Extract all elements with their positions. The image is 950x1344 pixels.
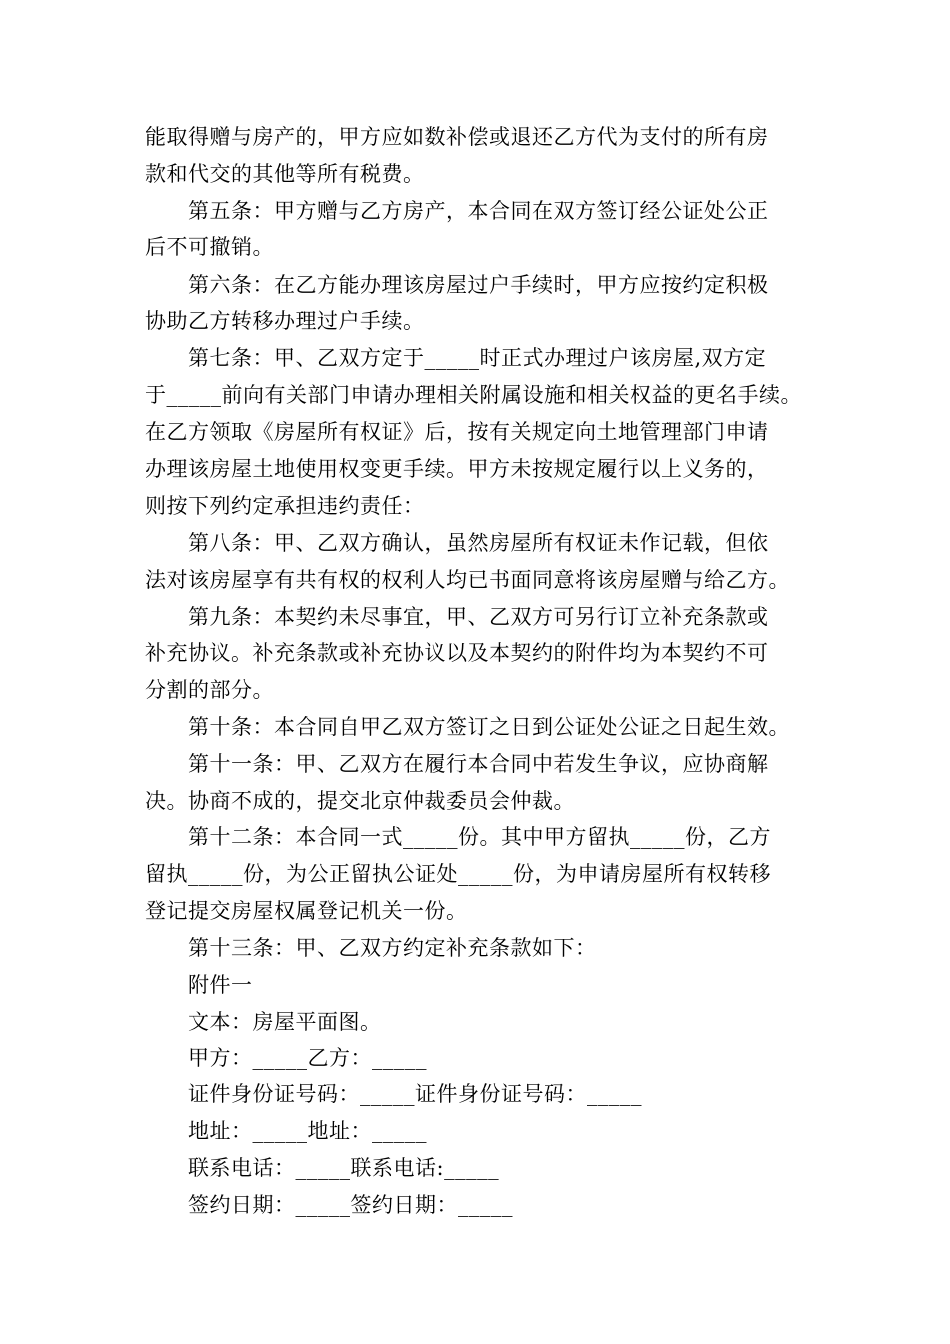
- article-6-line: 第六条：在乙方能办理该房屋过户手续时，甲方应按约定积极: [188, 273, 769, 297]
- text-line: 留执_____份，为公正留执公证处_____份，为申请房屋所有权转移: [145, 862, 771, 886]
- text-line: 款和代交的其他等所有税费。: [145, 162, 425, 186]
- text-line: 分割的部分。: [145, 678, 274, 702]
- text-line: 在乙方领取《房屋所有权证》后，按有关规定向土地管理部门申请: [145, 420, 769, 444]
- attachment-text: 文本：房屋平面图。: [188, 1010, 382, 1034]
- address-line: 地址：_____地址：_____: [188, 1119, 427, 1143]
- text-line: 则按下列约定承担违约责任：: [145, 494, 425, 518]
- article-12-line: 第十二条：本合同一式_____份。其中甲方留执_____份，乙方: [188, 825, 771, 849]
- id-number-line: 证件身份证号码：_____证件身份证号码：_____: [188, 1082, 642, 1106]
- article-13-line: 第十三条：甲、乙双方约定补充条款如下：: [188, 936, 597, 960]
- article-8-line: 第八条：甲、乙双方确认，虽然房屋所有权证未作记载，但依: [188, 531, 769, 555]
- article-5-line: 第五条：甲方赠与乙方房产，本合同在双方签订经公证处公正: [188, 199, 769, 223]
- text-line: 登记提交房屋权属登记机关一份。: [145, 899, 468, 923]
- article-11-line: 第十一条：甲、乙双方在履行本合同中若发生争议，应协商解: [188, 752, 769, 776]
- sign-date-line: 签约日期：_____签约日期：_____: [188, 1193, 513, 1217]
- text-line: 于_____前向有关部门申请办理相关附属设施和相关权益的更名手续。: [145, 383, 802, 407]
- article-10-line: 第十条：本合同自甲乙双方签订之日到公证处公证之日起生效。: [188, 715, 790, 739]
- article-9-line: 第九条：本契约未尽事宜，甲、乙双方可另行订立补充条款或: [188, 605, 769, 629]
- attachment-heading: 附件一: [188, 973, 253, 997]
- party-line: 甲方：_____乙方：_____: [188, 1046, 427, 1070]
- text-line: 决。协商不成的，提交北京仲裁委员会仲裁。: [145, 789, 575, 813]
- text-line: 补充协议。补充条款或补充协议以及本契约的附件均为本契约不可: [145, 641, 769, 665]
- article-7-line: 第七条：甲、乙双方定于_____时正式办理过户该房屋,双方定: [188, 346, 767, 370]
- text-line: 能取得赠与房产的，甲方应如数补偿或退还乙方代为支付的所有房: [145, 125, 769, 149]
- text-line: 法对该房屋享有共有权的权利人均已书面同意将该房屋赠与给乙方。: [145, 568, 790, 592]
- text-line: 协助乙方转移办理过户手续。: [145, 309, 425, 333]
- phone-line: 联系电话：_____联系电话:_____: [188, 1156, 500, 1180]
- text-line: 后不可撤销。: [145, 235, 274, 259]
- text-line: 办理该房屋土地使用权变更手续。甲方未按规定履行以上义务的，: [145, 457, 769, 481]
